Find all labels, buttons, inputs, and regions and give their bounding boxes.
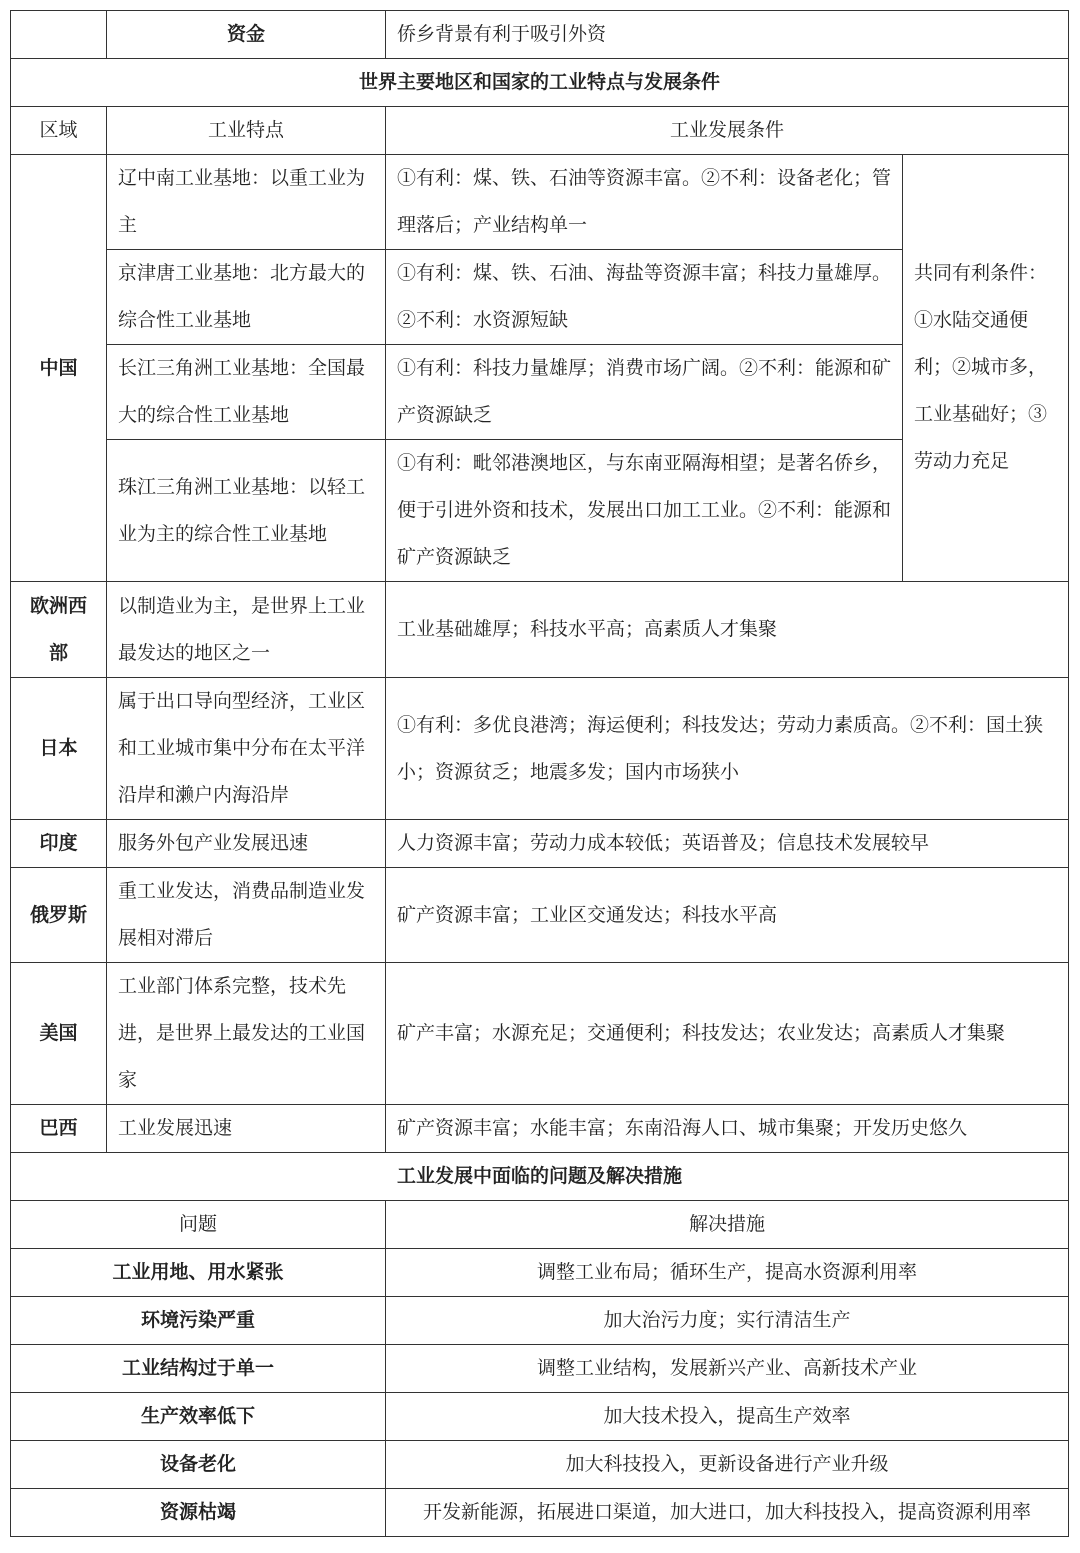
usa-condition: 矿产丰富；水源充足；交通便利；科技发达；农业发达；高素质人才集聚 <box>386 963 1069 1105</box>
problem-cell: 工业结构过于单一 <box>11 1345 386 1393</box>
europe-feature: 以制造业为主，是世界上工业最发达的地区之一 <box>107 582 386 678</box>
brazil-feature: 工业发展迅速 <box>107 1105 386 1153</box>
main-table <box>10 10 1069 1537</box>
region-europe: 欧洲西部 <box>11 582 107 678</box>
funding-text: 侨乡背景有利于吸引外资 <box>386 11 1069 59</box>
region-row-brazil <box>11 1105 1069 1153</box>
russia-feature: 重工业发达，消费品制造业发展相对滞后 <box>107 868 386 963</box>
china-feature-2: 京津唐工业基地：北方最大的综合性工业基地 <box>107 250 386 345</box>
header-feature: 工业特点 <box>107 107 386 155</box>
solution-cell: 调整工业布局；循环生产，提高水资源利用率 <box>386 1249 1069 1297</box>
region-row-india <box>11 820 1069 868</box>
russia-condition: 矿产资源丰富；工业区交通发达；科技水平高 <box>386 868 1069 963</box>
japan-condition: ①有利：多优良港湾；海运便利；科技发达；劳动力素质高。②不利：国土狭小；资源贫乏；地震多发；国内市场狭小 <box>386 678 1069 820</box>
top-row <box>11 11 1069 59</box>
europe-condition: 工业基础雄厚；科技水平高；高素质人才集聚 <box>386 582 1069 678</box>
header-solution: 解决措施 <box>386 1201 1069 1249</box>
china-common-conditions: 共同有利条件：①水陆交通便利；②城市多，工业基础好；③劳动力充足 <box>903 155 1069 582</box>
region-china: 中国 <box>11 155 107 582</box>
document <box>10 10 1068 1537</box>
section2-title: 工业发展中面临的问题及解决措施 <box>11 1153 1069 1201</box>
region-row-europe <box>11 582 1069 678</box>
header-region: 区域 <box>11 107 107 155</box>
problem-row <box>11 1441 1069 1489</box>
problem-cell: 环境污染严重 <box>11 1297 386 1345</box>
japan-feature: 属于出口导向型经济，工业区和工业城市集中分布在太平洋沿岸和濑户内海沿岸 <box>107 678 386 820</box>
problem-row <box>11 1249 1069 1297</box>
problem-row <box>11 1393 1069 1441</box>
problem-row <box>11 1297 1069 1345</box>
problem-cell: 工业用地、用水紧张 <box>11 1249 386 1297</box>
header-problem: 问题 <box>11 1201 386 1249</box>
region-japan: 日本 <box>11 678 107 820</box>
region-row-russia <box>11 868 1069 963</box>
china-condition-3: ①有利：科技力量雄厚；消费市场广阔。②不利：能源和矿产资源缺乏 <box>386 345 903 440</box>
problem-cell: 生产效率低下 <box>11 1393 386 1441</box>
china-condition-4: ①有利：毗邻港澳地区，与东南亚隔海相望；是著名侨乡，便于引进外资和技术，发展出口加工工业。②不利：能源和矿产资源缺乏 <box>386 440 903 582</box>
solution-cell: 加大科技投入，更新设备进行产业升级 <box>386 1441 1069 1489</box>
india-feature: 服务外包产业发展迅速 <box>107 820 386 868</box>
region-india: 印度 <box>11 820 107 868</box>
funding-label: 资金 <box>107 11 386 59</box>
solution-cell: 加大治污力度；实行清洁生产 <box>386 1297 1069 1345</box>
section2-header-row <box>11 1201 1069 1249</box>
region-row-japan <box>11 678 1069 820</box>
region-russia: 俄罗斯 <box>11 868 107 963</box>
problem-cell: 资源枯竭 <box>11 1489 386 1537</box>
china-feature-3: 长江三角洲工业基地：全国最大的综合性工业基地 <box>107 345 386 440</box>
china-feature-1: 辽中南工业基地：以重工业为主 <box>107 155 386 250</box>
china-row-1 <box>11 155 1069 250</box>
solution-cell: 开发新能源，拓展进口渠道，加大进口，加大科技投入，提高资源利用率 <box>386 1489 1069 1537</box>
china-condition-2: ①有利：煤、铁、石油、海盐等资源丰富；科技力量雄厚。②不利：水资源短缺 <box>386 250 903 345</box>
solution-cell: 加大技术投入，提高生产效率 <box>386 1393 1069 1441</box>
header-condition: 工业发展条件 <box>386 107 1069 155</box>
solution-cell: 调整工业结构，发展新兴产业、高新技术产业 <box>386 1345 1069 1393</box>
region-usa: 美国 <box>11 963 107 1105</box>
brazil-condition: 矿产资源丰富；水能丰富；东南沿海人口、城市集聚；开发历史悠久 <box>386 1105 1069 1153</box>
problem-row <box>11 1345 1069 1393</box>
usa-feature: 工业部门体系完整，技术先进，是世界上最发达的工业国家 <box>107 963 386 1105</box>
section1-title: 世界主要地区和国家的工业特点与发展条件 <box>11 59 1069 107</box>
china-feature-4: 珠江三角洲工业基地：以轻工业为主的综合性工业基地 <box>107 440 386 582</box>
india-condition: 人力资源丰富；劳动力成本较低；英语普及；信息技术发展较早 <box>386 820 1069 868</box>
region-brazil: 巴西 <box>11 1105 107 1153</box>
problem-row <box>11 1489 1069 1537</box>
section1-header-row <box>11 107 1069 155</box>
china-condition-1: ①有利：煤、铁、石油等资源丰富。②不利：设备老化；管理落后；产业结构单一 <box>386 155 903 250</box>
region-row-usa <box>11 963 1069 1105</box>
problem-cell: 设备老化 <box>11 1441 386 1489</box>
